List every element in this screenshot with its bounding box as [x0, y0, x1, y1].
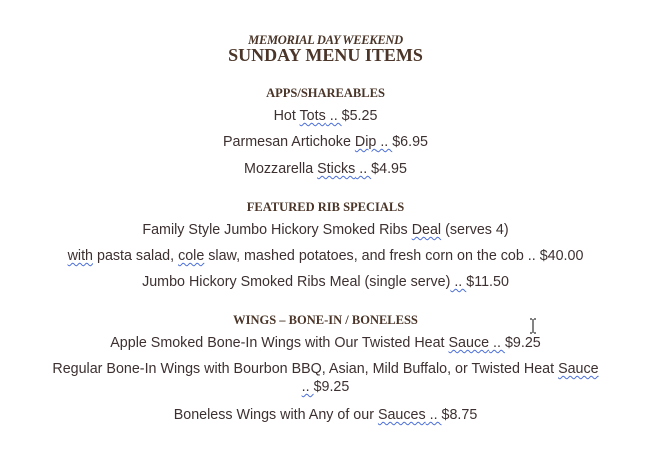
menu-item: Parmesan Artichoke Dip .. $6.95 [222, 134, 429, 150]
section-heading-apps: APPS/SHAREABLES [266, 86, 385, 100]
menu-item: Hot Tots .. $5.25 [273, 108, 378, 124]
menu-item: Regular Bone-In Wings with Bourbon BBQ, Asian, Mild Buffalo, or Twisted Heat Sauce .. $9.25 [52, 361, 599, 395]
menu-item: Boneless Wings with Any of our Sauces .. $8.75 [173, 407, 478, 423]
menu-item: Family Style Jumbo Hickory Smoked Ribs Deal (serves 4) [142, 222, 509, 238]
section-heading-wings: WINGS – BONE-IN / BONELESS [233, 313, 418, 327]
menu-title: SUNDAY MENU ITEMS [228, 45, 423, 65]
menu-item: Mozzarella Sticks .. $4.95 [244, 161, 407, 177]
text-cursor-icon [529, 318, 537, 334]
menu-subtitle: MEMORIAL DAY WEEKEND [248, 33, 403, 47]
menu-item: Apple Smoked Bone-In Wings with Our Twisted Heat Sauce .. $9.25 [110, 335, 541, 351]
menu-item: Jumbo Hickory Smoked Ribs Meal (single serve) .. $11.50 [142, 274, 509, 290]
section-heading-ribs: FEATURED RIB SPECIALS [246, 200, 405, 214]
menu-item: with pasta salad, cole slaw, mashed potatoes, and fresh corn on the cob .. $40.00 [67, 248, 584, 264]
